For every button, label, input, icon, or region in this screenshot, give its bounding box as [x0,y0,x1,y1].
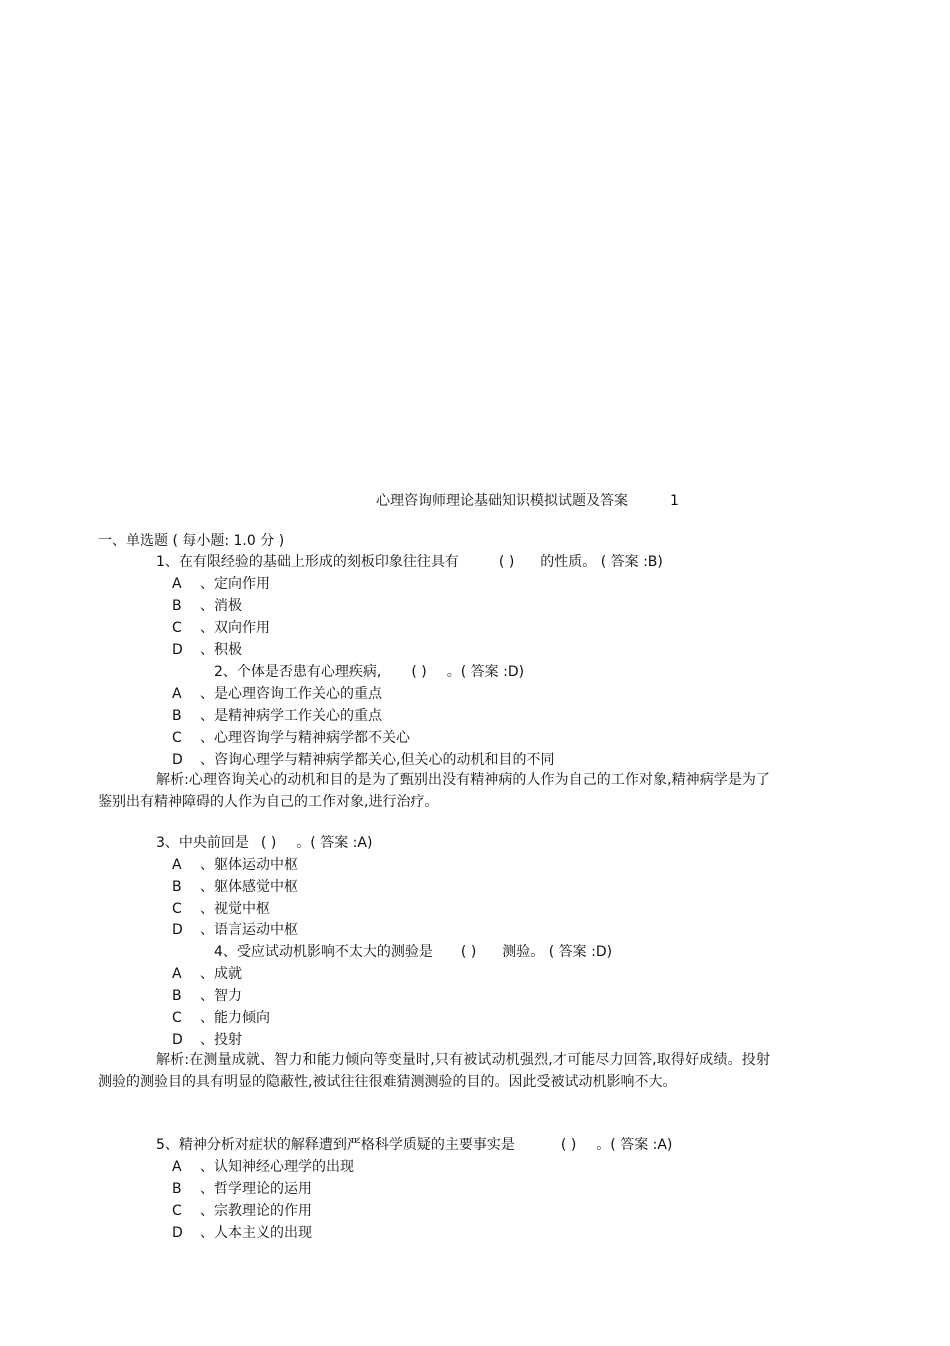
option-a [172,964,242,984]
option-a [172,855,298,875]
question-stem: 2、个体是否患有心理疾病, [214,664,382,680]
answer-blank: ( ) [260,835,277,851]
option-letter: A [172,857,182,873]
option-text: 、积极 [200,642,242,658]
question-2 [214,662,524,682]
question-3 [156,833,372,853]
option-text: 、定向作用 [200,576,270,592]
option-a [172,1157,354,1177]
option-c [172,1008,270,1028]
option-text: 、咨询心理学与精神病学都关心,但关心的动机和目的不同 [200,752,555,768]
option-c [172,618,270,638]
option-text: 、智力 [200,988,242,1004]
option-d [172,640,242,660]
option-letter: D [172,752,183,768]
question-4 [214,942,612,962]
question-5 [156,1135,672,1155]
option-text: 、视觉中枢 [200,901,270,917]
question-stem: 3、中央前回是 [156,835,249,851]
option-letter: B [172,708,182,724]
option-text: 、语言运动中枢 [200,922,298,938]
option-text: 、是心理咨询工作关心的重点 [200,686,382,702]
option-letter: B [172,879,182,895]
answer-blank: ( ) [498,554,515,570]
option-text: 、宗教理论的作用 [200,1203,312,1219]
question-stem: 1、在有限经验的基础上形成的刻板印象往往具有 [156,554,459,570]
option-text: 、能力倾向 [200,1010,270,1026]
analysis-paragraph: 解析:心理咨询关心的动机和目的是为了甄别出没有精神病的人作为自己的工作对象,精神病学是为了鉴别出有精神障碍的人作为自己的工作对象,进行治疗。 [98,772,770,810]
option-text: 、心理咨询学与精神病学都不关心 [200,730,410,746]
page-title [376,491,679,511]
question-stem: 4、受应试动机影响不太大的测验是 [214,944,433,960]
option-d [172,920,298,940]
option-c [172,899,270,919]
option-letter: B [172,1181,182,1197]
option-a [172,684,382,704]
option-letter: C [172,1010,182,1026]
option-b [172,877,298,897]
option-text: 、躯体运动中枢 [200,857,298,873]
option-text: 、投射 [200,1032,242,1048]
option-text: 、成就 [200,966,242,982]
title-text: 心理咨询师理论基础知识模拟试题及答案 [376,493,628,509]
answer-blank: ( ) [460,944,477,960]
option-b [172,1179,312,1199]
option-letter: D [172,1225,183,1241]
option-letter: C [172,730,182,746]
option-letter: C [172,620,182,636]
option-b [172,986,242,1006]
option-letter: D [172,922,183,938]
option-b [172,596,242,616]
option-letter: C [172,901,182,917]
option-letter: A [172,966,182,982]
option-text: 、双向作用 [200,620,270,636]
title-number: 1 [670,493,679,509]
option-text: 、人本主义的出现 [200,1225,312,1241]
option-d [172,750,554,770]
question-tail: 。( 答案 :D) [446,664,525,680]
answer-blank: ( ) [560,1137,577,1153]
option-letter: C [172,1203,182,1219]
question-tail: 测验。 ( 答案 :D) [502,944,613,960]
option-letter: A [172,686,182,702]
question-stem: 5、精神分析对症状的解释遭到严格科学质疑的主要事实是 [156,1137,515,1153]
answer-blank: ( ) [411,664,427,680]
option-d [172,1223,312,1243]
option-c [172,728,410,748]
option-letter: B [172,598,182,614]
option-letter: D [172,1032,183,1048]
option-letter: A [172,1159,182,1175]
option-a [172,574,270,594]
option-letter: D [172,642,183,658]
option-text: 、躯体感觉中枢 [200,879,298,895]
option-text: 、消极 [200,598,242,614]
question-1 [156,552,663,572]
option-letter: A [172,576,182,592]
section-heading: 一、单选题 ( 每小题: 1.0 分 ) [98,533,285,549]
option-letter: B [172,988,182,1004]
analysis-paragraph: 解析:在测量成就、智力和能力倾向等变量时,只有被试动机强烈,才可能尽力回答,取得好成绩。投射测验的测验目的具有明显的隐蔽性,被试往往很难猜测测验的目的。因此受被试动机影响不大。 [98,1052,770,1090]
question-tail: 。( 答案 :A) [296,835,373,851]
option-text: 、认知神经心理学的出现 [200,1159,354,1175]
option-d [172,1030,242,1050]
option-c [172,1201,312,1221]
option-text: 、是精神病学工作关心的重点 [200,708,382,724]
option-b [172,706,382,726]
option-text: 、哲学理论的运用 [200,1181,312,1197]
question-tail: 的性质。 ( 答案 :B) [540,554,663,570]
question-tail: 。( 答案 :A) [596,1137,673,1153]
